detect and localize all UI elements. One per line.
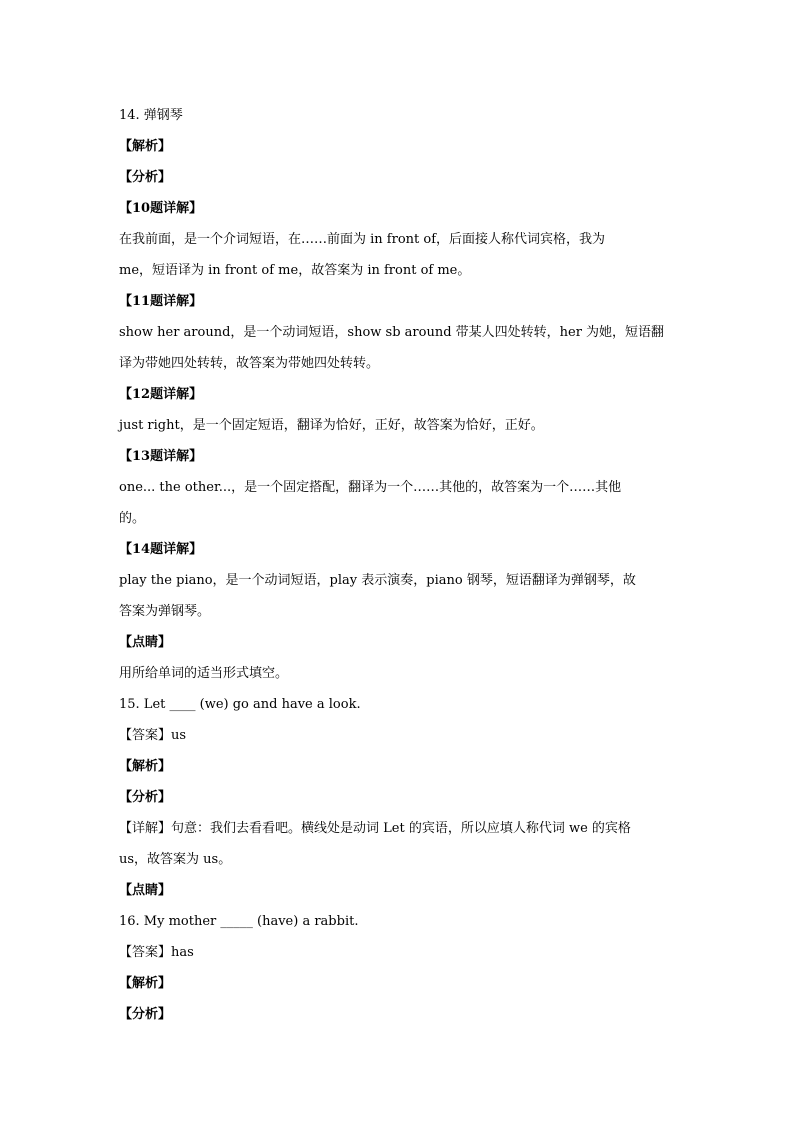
q11-detail-line-2: 译为带她四处转转，故答案为带她四处转转。: [119, 356, 380, 371]
breakdown-heading: 【分析】: [119, 170, 172, 185]
q10-detail-heading: 【10题详解】: [119, 201, 203, 216]
q14-detail-heading: 【14题详解】: [119, 542, 203, 557]
section-instruction: 用所给单词的适当形式填空。: [119, 666, 289, 681]
q15-detail-line-1: 【详解】句意：我们去看看吧。横线处是动词 Let 的宾语，所以应填人称代词 we 的宾格: [119, 821, 631, 836]
document-page: [119, 100, 679, 1030]
q13-detail-line-1: one... the other...，是一个固定搭配，翻译为一个……其他的，故答案为一个……其他: [119, 480, 622, 495]
q13-detail-line-2: 的。: [119, 511, 146, 526]
key-point-heading: 【点睛】: [119, 635, 172, 650]
q14-detail-line-2: 答案为弹钢琴。: [119, 604, 211, 619]
q16-breakdown-heading: 【分析】: [119, 1007, 172, 1022]
question-15-answer: 【答案】us: [119, 728, 187, 743]
q12-detail-line-1: just right，是一个固定短语，翻译为恰好，正好，故答案为恰好，正好。: [119, 418, 544, 433]
q15-key-point-heading: 【点睛】: [119, 883, 172, 898]
q14-detail-line-1: play the piano，是一个动词短语，play 表示演奏，piano 钢琴，短语翻译为弹钢琴，故: [119, 573, 636, 588]
q11-detail-heading: 【11题详解】: [119, 294, 203, 309]
q15-breakdown-heading: 【分析】: [119, 790, 172, 805]
q11-detail-line-1: show her around，是一个动词短语，show sb around 带某人四处转转，her 为她，短语翻: [119, 325, 665, 340]
analysis-heading: 【解析】: [119, 139, 172, 154]
question-16: 16. My mother _____ (have) a rabbit.: [119, 914, 359, 929]
question-15: 15. Let ____ (we) go and have a look.: [119, 697, 361, 712]
q15-detail-line-2: us，故答案为 us。: [119, 852, 232, 867]
q12-detail-heading: 【12题详解】: [119, 387, 203, 402]
q15-analysis-heading: 【解析】: [119, 759, 172, 774]
q13-detail-heading: 【13题详解】: [119, 449, 203, 464]
question-14-answer-line: 14. 弹钢琴: [119, 108, 183, 123]
q10-detail-line-2: me，短语译为 in front of me，故答案为 in front of me。: [119, 263, 471, 278]
question-16-answer: 【答案】has: [119, 945, 194, 960]
q16-analysis-heading: 【解析】: [119, 976, 172, 991]
q10-detail-line-1: 在我前面，是一个介词短语，在……前面为 in front of，后面接人称代词宾格，我为: [119, 232, 606, 247]
